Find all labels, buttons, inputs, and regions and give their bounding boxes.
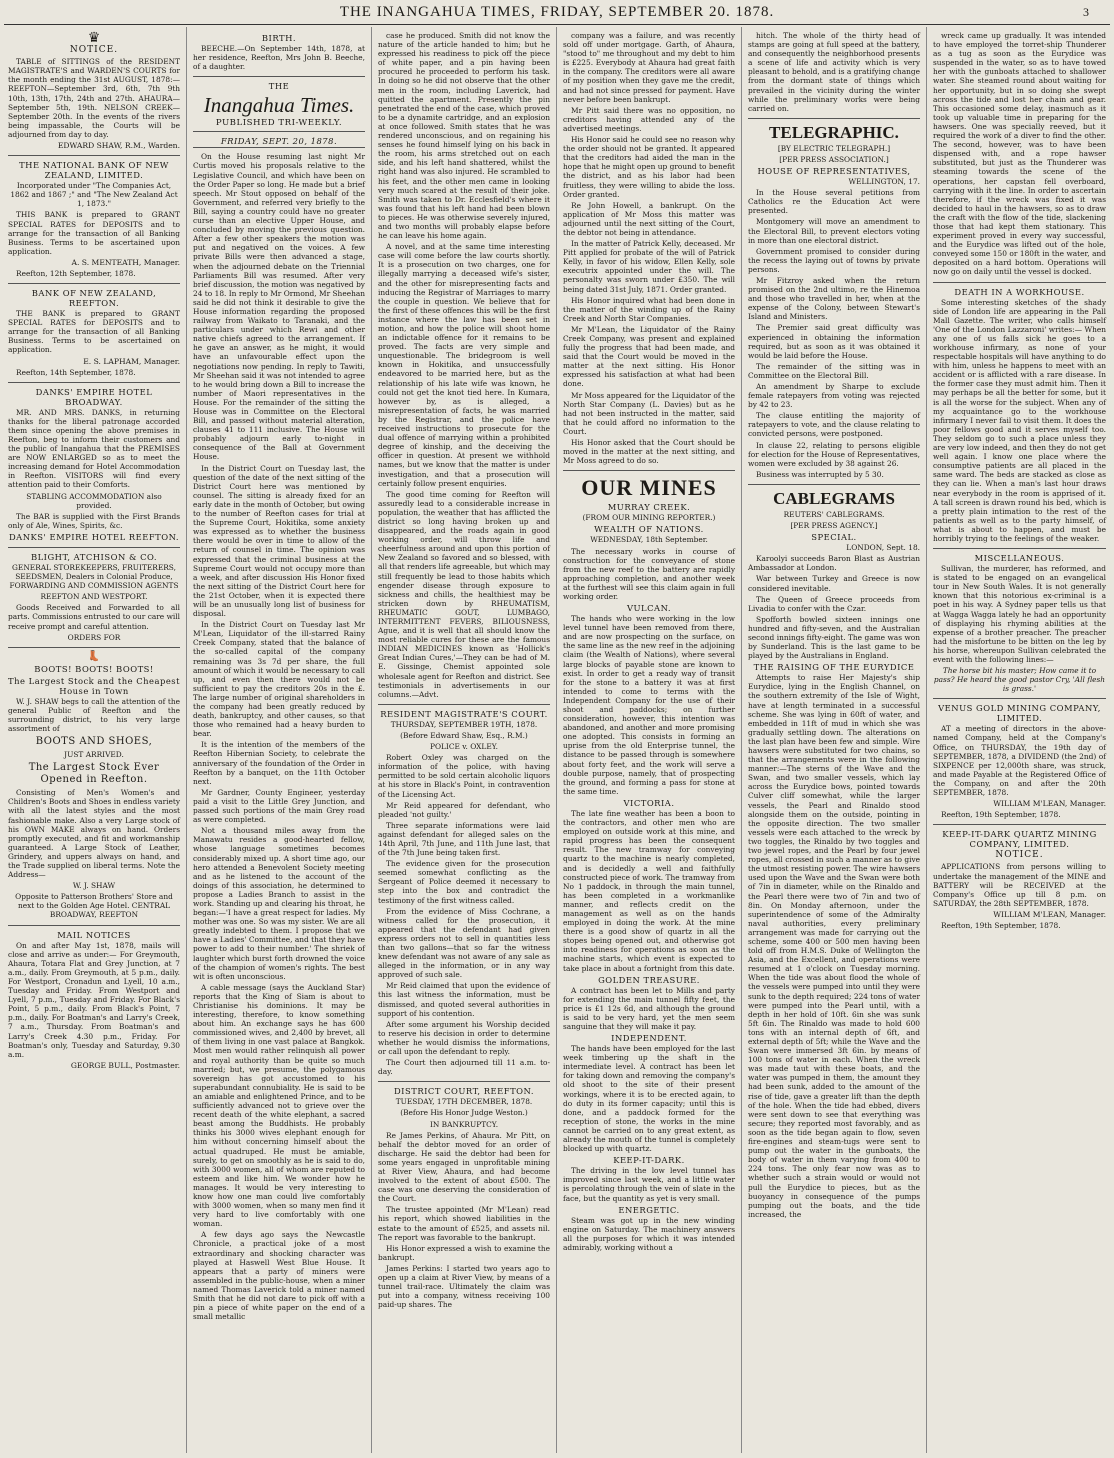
venus-date: Reefton, 19th September, 1878. xyxy=(941,810,1061,820)
workhouse-title: DEATH IN A WORKHOUSE. xyxy=(954,286,1085,297)
boots-arrived: JUST ARRIVED. xyxy=(64,750,124,760)
keep-it-dark-notice: NOTICE. xyxy=(995,850,1044,861)
leader-cont-2: A novel, and at the same time interesting case will come before the law courts shortly. It is a prosecution on two charges, one for illegally marrying a deceased wife's sister, and the other for misrepresenting facts and inducing the Registrar of Marriages to marry the couple in question. We believe that for the first of these offences this will be the first instance where the law has been set in motion, and how the police will shoot home an indictable offence for it remains to be proved. The facts are very simple and unquestionable. The bridegroom is well known in Hokitika, and unsuccessfully endeavored to be married here, but as the relationship of his late wife was known, he could not get the knot tied here. In Kumara, however by, as is alleged, a misrepresentation of facts, he was married by the Registrar, and the police have received instructions to prosecute for the dual offence of marrying within a prohibited degree of kinship, and the deceiving the officer in question. At present we withhold names, but we know that the matter is under investigation, and that a prosecution will certainly follow present enquiries. xyxy=(378,242,550,488)
eurydice-cont: wreck came up gradually. It was intended to have employed the torret-ship Thunderer as a tug as soon as the Eurydice was suspended in the water, so as to have towed her with the gunboats attached to shallower water. She steamed round about waiting for her opportunity, but in so doing she swept across the tide and lost her chain and gear. This occasioned some delay, inasmuch as it took up valuable time in preparing for the hawsers. One was specially reeved, but it required the work of a diver to find the other. The second, however, was to have been dispensed with, and a rope hawser substituted, but just as the Thunderer was steaming towards the scene of the operations, her capstan fell overboard, carrying with it the line. In order to ascertain therefore, if the wreck was fixed it was decided to haul in the hawsers, so as to draw the craft with the flow of the tide, slackening those that had kept them stationary. This experiment proved in every way successful, and the Eurydice was lifted out of the hole, conveyed some 150 or 180ft in the water, and deposited on a hard bottom. Operations will now go on daily until the vessel is docked. xyxy=(933,31,1106,277)
misc-title: MISCELLANEOUS. xyxy=(974,553,1065,564)
boots-big: BOOTS AND SHOES, xyxy=(35,736,153,748)
district-court-title: DISTRICT COURT, REEFTON. xyxy=(393,1086,535,1097)
boots-largest: The Largest Stock Ever Opened in Reefton. xyxy=(28,762,160,786)
court-cont-2: Mr Pitt said there was no opposition, no creditors having attended any of the advertised meetings. xyxy=(563,105,735,133)
house-reps-para-9: In clause 22, relating to persons eligible for election for the House of Representatives, women were excluded by 38 against 26. xyxy=(748,440,920,468)
special-para-3: The Queen of Greece proceeds from Livadia to confer with the Czar. xyxy=(748,594,920,613)
telegraphic-by: [BY ELECTRIC TELEGRAPH.] xyxy=(777,143,891,153)
rm-court-title: RESIDENT MAGISTRATE'S COURT. xyxy=(380,708,548,719)
district-court-para-1: Re James Perkins, of Ahaura. Mr Pitt, on behalf the debtor moved for an order of discharge. He said the debtor had been for some years engaged in unprofitable mining at River View, Ahaura, and had become involved to the extent of about £500. The case was one deserving the consideration of the Court. xyxy=(378,1130,550,1204)
special-para-2: War between Turkey and Greece is now considered inevitable. xyxy=(748,574,920,593)
house-reps-para-5: The Premier said great difficulty was experienced in obtaining the information required, but as soon as it was obtained it would be laid before the House. xyxy=(748,323,920,360)
boots-subtitle: The Largest Stock and the Cheapest House in Town xyxy=(8,675,180,696)
boots-detail: Consisting of Men's Women's and Children's Boots and Shoes in endless variety with all the latest styles and the most fashionable make. Also a very Large stock of his OWN MAKE always on hand. Orders promptly executed, and fit and workmanship guaranteed. A Large Stock of Leather, Grindery, and uppers always on hand, and the Trade supplied on liberal terms. Note the Address— xyxy=(8,788,180,880)
keep-it-dark-date: Reefton, 19th September, 1878. xyxy=(941,920,1061,930)
leader-para-2: In the District Court on Tuesday last, the question of the date of the next sitting of the District Court here was mentioned by counsel. The sitting is already fixed for an early date in the month of October, but owing to the number of Reefton cases for trial at the Supreme Court, Hokitika, some anxiety was expressed as to whether the business there would be over in time to allow of the return of counsel in time. The opinion was expressed that the criminal business at the Supreme Court would not occupy more than a week, and after discussion His Honor fixed the next sitting of the District Court here for the 21st October, when it is expected there will be an unusually long list of business for disposal. xyxy=(193,463,365,619)
column-6 xyxy=(927,27,1112,1453)
court-sittings-text: TABLE of SITTINGS of the RESIDENT MAGISTRATE'S and WARDEN'S COURTS for the month ending the 31st AUGUST, 1878:— REEFTON—September 3rd, 6th, 7th 9th 10th, 13th, 17th, 24th and 27th. AHAURA—September 5th, 19th. NELSON CREEK—September 20th. In the events of the rivers being impassable, the Courts will be adjourned from day to day. xyxy=(8,57,180,139)
blight-place: REEFTON AND WESTPORT. xyxy=(40,592,148,602)
blight-text: Goods Received and Forwarded to all parts. Commissions entrusted to our care will receive prompt and careful attention. xyxy=(8,603,180,631)
court-cont-9: His Honor asked that the Court should be moved in the matter at the next sitting, and Mr Moss agreed to do so. xyxy=(563,438,735,466)
workhouse-text: Some interesting sketches of the shady side of London life are appearing in the Pall Mall Gazette. The writer, who calls himself 'One of the London Lazzaroni' writes:— When any one of us falls sick he goes to a workhouse infirmary, as none of your respectable hospitals will have anything to do with him, unless he happens to meet with an accident or is afflicted with a rare disease. In the former case they must admit him. Then it may perhaps be all the better for some, but it is all the worse for the subject. When any of my acquaintance go to the workhouse infirmary I never fail to visit them. It does the poor fellows good and it serves myself too. They seldom go to such a place unless they are very low indeed, and then they do not get well again. I know one place where the consumptive patients are all placed in the same ward. The beds are stacked as close as they can lie. When a man's last hour draws near everybody in the room is apprised of it. A tall screen is drawn round his bed, which is a pretty plain intimation to the rest of the patients as well as to the party himself, of what is about to happen, and must be horribly trying to the feelings of the weaker. xyxy=(933,297,1106,543)
district-court-case: IN BANKRUPTCY. xyxy=(429,1119,499,1129)
column-3 xyxy=(372,27,557,1453)
mail-title: MAIL NOTICES xyxy=(57,929,131,940)
boots-address: Opposite to Patterson Brothers' Store and next to the Golden Age Hotel. CENTRAL BROADWAY, REEFTON xyxy=(15,892,173,920)
eurydice-text: Attempts to raise Her Majesty's ship Eurydice, lying in the English Channel, on the southern extremity of the Isle of Wight, have at length terminated in a successful scheme. She was lying in 60ft of water, and embedded in 11ft of mud in which she was gradually settling down. The alterations on the last plan have been few and simple. Wire hawsers were substituted for two chains, so that the arrangements were in the following manner:—The sterns of the Wave and the Swan, and two smaller vessels, which lay across the Eurydice bows, pointed towards Culver cliff somewhat, while the larger vessels, the Pearl and Rinaldo stood alongside them on the outside, pointing in the opposite direction. The two smaller vessels were each attached to the wreck by two toggles, the Rinaldo by two toggles and two jewel ropes, and the Pearl by four jewel ropes, all crossed in such a manner as to give the utmost resisting power. The wire hawsers used upon the Wave and the Swan were both of 7in in diameter, while on the Rinaldo and the Pearl there were two of 7in and two of 8in. On Monday afternoon, under the superintendence of some of the Admiralty naval authorities, every preliminary arrangement was made for carrying out the scheme, some 400 or 500 men having been told off from H.M.S. Duke of Wellington the Asia, and the Excellent, and operations were resumed at 1 o'clock on Tuesday morning. When the tide was about flood the whole of the vessels were pumped into until they were sunk to the depth required; 224 tons of water were pumped into the Pearl until, with a depth in her hold of 10ft. 6in she was sunk 5ft 6in. The Rinaldo was made to hold 600 tons with an internal depth of 6ft, and external depth of 5ft; while the Wave and the Swan were immersed 3ft 6in. by means of 100 tons of water in each. When the wreck was made taut with these boats, and the water was pumped in them, the amount they had been sunk, added to the amount of the rise of tide, gave a greater lift than the depth of the hole. When the tide had ebbed, divers were sent down to see that everything was secure; they reported most favorably, and as soon as the tide began again to flow, seven fire-engines and steam-tugs were sent to pump out the water in the gunboats, the body of water in them varying from 400 to 224 tons. The only fear now was as to whether such a strain would or would not pull the Eurydice to pieces, but as the buoyancy in consequence of the pumps pumping out the boats, and the tide increased, the xyxy=(748,673,920,1219)
cablegrams-subtitle: REUTERS' CABLEGRAMS. xyxy=(783,509,885,519)
hotel-footer: DANKS' EMPIRE HOTEL REEFTON. xyxy=(8,531,180,542)
misc-verse: The horse bit his master; How came it to pass? He heard the good pastor Cry, 'All flesh is grass.' xyxy=(933,666,1106,694)
rm-court-para-8: The Court then adjourned till 11 a.m. to-day. xyxy=(378,1058,550,1077)
our-mines-title: OUR MINES xyxy=(581,475,717,501)
court-cont-7: Mr M'Lean, the Liquidator of the Rainy Creek Company, was present and explained fully the progress that had been made, and said that the Court would be moved in the matter at the next sitting. His Honor expressed his satisfaction at what had been done. xyxy=(563,324,735,389)
district-court-before: (Before His Honor Judge Weston.) xyxy=(400,1108,528,1118)
venus-text: AT a meeting of directors in the above-named Company, held at the Company's Office, on THURSDAY, the 19th day of SEPTEMBER, 1878, a DIVIDEND (the 2nd) of SIXPENCE per 12,000th share, was struck, and made Payable at the Registered Office of the Company, on and after the 20th SEPTEMBER, 1878. xyxy=(933,724,1106,798)
masthead-title: THE INANGAHUA TIMES, FRIDAY, SEPTEMBER 20. 1878. xyxy=(339,3,775,20)
district-court-para-3: His Honor expressed a wish to examine the bankrupt. xyxy=(378,1243,550,1262)
rm-court-para-7: After some argument his Worship decided to reserve his decision in order to determine whether he would dismiss the informations, or call upon the defendant to reply. xyxy=(378,1019,550,1057)
birth-heading: BIRTH. xyxy=(261,33,297,43)
newspaper-columns xyxy=(2,27,1112,1453)
blight-title: BLIGHT, ATCHISON & CO. xyxy=(30,551,158,562)
eurydice-title: THE RAISING OF THE EURYDICE xyxy=(753,662,915,673)
court-cont-5: In the matter of Patrick Kelly, deceased. Mr Pitt applied for probate of the will of Patrick Kelly, in favor of his widow, Ellen Kelly, sole executrix appointed under the will. The personalty was sworn under £350. The will being dated 31st July, 1871. Order granted. xyxy=(563,239,735,294)
rm-court-para-3: Three separate informations were laid against defendant for alleged sales on the 14th April, 7th June, and 11th June last, that of the 7th June being taken first. xyxy=(378,820,550,858)
independent-title: INDEPENDENT. xyxy=(611,1033,687,1044)
special-date: LONDON, Sept. 18. xyxy=(846,543,920,553)
leader-para-1: On the House resuming last night Mr Curtis moved his proposals relative to the Legislative Council, and which have been on the Order Paper so long. He made but a brief speech. Mr Stout opposed on behalf of the Government, and referred very briefly to the Bill, saying a country could have no greater curse than an elective Upper House, and concluded by moving the previous question. After a few other speakers the motion was put and negatived on the voices. A few private Bills were then advanced a stage, when the adjourned debate on the Triennial Parliaments Bill was resumed. After very brief discussion, the motion was negatived by 24 to 18. In reply to Mr Ormond, Mr Sheehan said he did not think it desirable to give the House information regarding the proposed railway from Waikato to Taranaki, and the particulars under which Rewi and other native chiefs agreed to the arrangement. If he gave an answer, as he might, it would have an unfavourable effect upon the negotiations now pending. In reply to Tawiti, Mr Sheehan said it was not intended to agree to he would bring down a Bill to increase the number of Maori representatives in the House. For the remainder of the sitting the House was in Committee on the Electoral Bill, and passed without material alteration, clauses 41 to 111 inclusive. The House will probably adjourn early to-night in consequence of the Ball at Government House. xyxy=(193,152,365,462)
golden-treasure-title: GOLDEN TREASURE. xyxy=(598,974,700,985)
house-reps-para-7: An amendment by Sharpe to exclude female ratepayers from voting was rejected by 42 to 23. xyxy=(748,382,920,410)
blight-subtitle: GENERAL STOREKEEPERS, FRUITERERS, SEEDSMEN, Dealers in Colonial Produce, FORWARDING AND COMMISSION AGENTS xyxy=(9,562,179,591)
court-cont-4: Re John Howell, a bankrupt. On the application of Mr Moss this matter was adjourned until the next sitting of the Court, the debtor not being in attendance. xyxy=(563,200,735,237)
paper-the: THE xyxy=(268,81,290,92)
rm-court-para-1: Robert Oxley was charged on the information of the police, with having permitted to be sold certain alcoholic liquors at his store in Black's Point, in contravention of the Licensing Act. xyxy=(378,753,550,799)
our-mines-from: (FROM OUR MINING REPORTER.) xyxy=(582,513,716,523)
house-reps-para-10: Business was interrupted by 5 30. xyxy=(756,469,884,479)
royal-crest-icon: ♛ xyxy=(87,30,101,46)
victoria-title: VICTORIA. xyxy=(623,797,675,808)
cablegrams-agency: [PER PRESS AGENCY.] xyxy=(790,521,878,531)
mail-signature: GEORGE BULL, Postmaster. xyxy=(70,1060,180,1070)
keep-it-dark-signature: WILLIAM M'LEAN, Manager. xyxy=(993,909,1106,919)
bank-nz-title: BANK OF NEW ZEALAND, REEFTON. xyxy=(31,288,157,309)
rm-court-case: POLICE v. OXLEY. xyxy=(429,742,499,752)
cablegrams-title: CABLEGRAMS xyxy=(773,488,895,508)
rm-court-before: (Before Edward Shaw, Esq., R.M.) xyxy=(400,730,528,740)
hotel-bar: The BAR is supplied with the First Brands only of Ale, Wines, Spirits, &c. xyxy=(8,511,180,530)
won-title: WEALTH OF NATIONS. xyxy=(594,524,704,535)
column-4 xyxy=(557,27,742,1453)
leader-cont-1: case he produced. Smith did not know the nature of the article handed to him; but he expressed his readiness to pick off the piece of white paper, and a pin having been procured he proceeded to perform his task. In doing so he did not observe that the other men in the room, including Laverick, had quitted the apartment. Presently the pin penetrated the end of the case, which proved to be a dynamite cartridge, and an explosion at once followed. Smith states that he was rendered unconscious, and on regaining his senses he found himself lying on his back in the room, his arms stretched out on each side, and his left hand shattered, whilst the right hand was also injured. He scrambled to his feet, and the other men came in looking very much scared at the result of their joke. Smith was taken to Dr. Ecclesfield's where it was found that his left hand had been blown to pieces. He was otherwise severely injured, and two months will probably elapse before he can leave his home again. xyxy=(378,31,550,241)
court-cont-6: His Honor inquired what had been done in the matter of the winding up of the Rainy Creek and North Star Companies. xyxy=(563,295,735,323)
rm-court-para-6: Mr Reid claimed that upon the evidence of this last witness the information, must be dismissed, and quoted several authorities in support of his contention. xyxy=(378,981,550,1018)
keep-it-dark-company-title: KEEP-IT-DARK QUARTZ MINING COMPANY, LIMITED. xyxy=(942,829,1097,850)
house-reps-para-8: The clause entitling the majority of ratepayers to vote, and the clause relating to convicted persons, were postponed. xyxy=(748,411,920,439)
house-reps-para-6: The remainder of the sitting was in Committee on the Electoral Bill. xyxy=(748,361,920,380)
leader-para-6: Not a thousand miles away from the Manawatu resides a good-hearted fellow, whose language sometimes becomes considerably mixed up. A short time ago, our hero attended a Benevolent Society meeting and as he listened to the account of the doings of this association, he determined to propose a Ladies Branch to assist in the work. Standing up and clearing his throat, he began:—'I have a great respect for ladies. My mother was one. So was my sister. We are all greatly indebted to them. I propose that we have a Ladies' Committee, and that they have power to add to their number.' The shriek of laughter which burst forth drowned the voice of the champion of women's rights. The best wit is often unconscious. xyxy=(193,826,365,981)
energetic-text: Steam was got up in the new winding engine on Saturday. The machinery answers all the purposes for which it was intended admirably, working without a xyxy=(563,1215,735,1252)
birth-text: BEECHE.—On September 14th, 1878, at her residence, Reefton, Mrs John B. Beeche, of a daughter. xyxy=(193,44,365,72)
paper-date: FRIDAY, SEPT. 20, 1878. xyxy=(220,136,338,147)
district-court-para-2: The trustee appointed (Mr M'Lean) read his report, which showed liabilities in the estate to the amount of £525, and assets nil. The report was favorable to the bankrupt. xyxy=(378,1205,550,1242)
vulcan-title: VULCAN. xyxy=(626,603,672,614)
hotel-text: MR. AND MRS. DANKS, in returning thanks for the liberal patronage accorded them since opening the above premises in Reefton, beg to inform their customers and the public of Inangahua that the PREMISES are NOW ENLARGED so as to meet the increasing demand for Hotel Accommodation in Reefton. VISITORS will find every attention paid to their Comforts. xyxy=(8,407,180,490)
victoria-text: The late fine weather has been a boon to the contractors, and other men who are employed on outside work at this mine, and rapid progress has been the consequent result. The new tramway for conveying quartz to the machine is nearly completed, and is decidedly a well and faithfully constructed piece of work. The tramway from No 1 paddock, in through the main tunnel, has been completed in a workmanlike manner, and reflects credit on the management as well as on the hands employed in doing the work. At the mine there is a good show of quartz in all the stopes being opened out, and otherwise got into readiness for operations as soon as the machine starts, which event is expected to take place in about a fortnight from this date. xyxy=(563,808,735,973)
bank-nz-text: THE BANK is prepared to GRANT SPECIAL RATES for DEPOSITS and to arrange for the transaction of all Banking Business. Terms to be ascertained on application. xyxy=(8,309,180,355)
leader-cont-3: The good time coming for Reefton will assuredly lead to a considerable increase in population, the weather that has afflicted the district so long having broken up and disappeared, and the roads again in good working order, will throw life and cheerfulness around and upon this portion of New Zealand so favored and so blessed, with all that renders life agreeable, but which may still frequently be lead to those habits which engender disease through exposure to sickness and chills, the healthiest may be stricken down by RHEUMATISM, RHEUMATIC GOUT, LUMBAGO, INTERMITTENT FEVERS, BILIOUSNESS, Ague, and it is well that all should know the most reliable cures for these are the famous INDIAN MEDICINES known as 'Hollick's Great Indian Cures,'—They can be had of M. E. Gissinge, Chemist appointed sole wholesale agent for Reefton and district. See testimonials in advertisements in our columns.—Advt. xyxy=(378,489,550,699)
house-reps-para-1: In the House several petitions from Catholics re the Education Act were presented. xyxy=(748,188,920,216)
boots-text: W. J. SHAW begs to call the attention of the general Public of Reefton and the surrounding district, to his very large assortment of xyxy=(8,696,180,734)
notice-heading: NOTICE. xyxy=(69,45,119,56)
column-5 xyxy=(742,27,927,1453)
district-court-date: TUESDAY, 17TH DECEMBER, 1878. xyxy=(395,1097,533,1107)
column-1 xyxy=(2,27,187,1453)
leader-para-8: A few days ago says the Newcastle Chronicle, a practical joke of a most extraordinary and shocking character was played at Haswell West Blue House. It appears that a party of miners were assembled in the public-house, when a miner named Thomas Laverick told a miner named Smith that he did not dare to pick off with a pin a piece of white paper on the end of a small metallic xyxy=(193,1230,365,1322)
house-reps-date: WELLINGTON, 17. xyxy=(848,177,920,187)
house-reps-title: HOUSE OF REPRESENTATIVES, xyxy=(757,166,911,177)
district-court-para-4: James Perkins: I started two years ago to open up a claim at River View, by means of a tunnel trail-race. Ultimately the claim was put into a company, witness receiving 100 paid-up shares. The xyxy=(378,1263,550,1310)
national-bank-text: THIS BANK is prepared to GRANT SPECIAL RATES for DEPOSITS and to arrange for the transaction of all Banking Business. Terms to be ascertained upon application. xyxy=(8,210,180,256)
court-sittings-signature: EDWARD SHAW, R.M., Warden. xyxy=(57,141,180,151)
misc-text: Sullivan, the murderer, has reformed, and is stated to be engaged on an evangelical tour in New South Wales. It is not generally known that this notorious ex-criminal is a poet in his way. A Sydney paper tells us that at Wagga Wagga lately he had an opportunity of displaying his rhyming abilities at the expense of a brother preacher. The preacher had the misfortune to be bitten on the leg by his horse, whereupon Sullivan celebrated the event with the following lines:— xyxy=(933,564,1106,664)
national-bank-incorporation: Incorporated under "The Companies Act, 1862 and 1867 ;" and "The New Zealand Act 1, 1873." xyxy=(10,181,178,209)
rm-court-para-4: The evidence given for the prosecution seemed somewhat conflicting as the Sergeant of Police deemed it necessary to step into the box and contradict the testimony of the first witness called. xyxy=(378,859,550,905)
venus-signature: WILLIAM M'LEAN, Manager. xyxy=(993,799,1106,809)
our-mines-subtitle: MURRAY CREEK. xyxy=(607,502,691,513)
energetic-title: ENERGETIC. xyxy=(618,1204,680,1215)
won-text: The necessary works in course of construction for the conveyance of stone from the new reef to the battery are rapidly approaching completion, and another week at the furthest will see this claim again in full working order. xyxy=(563,546,735,601)
paper-subtitle: PUBLISHED TRI-WEEKLY. xyxy=(215,118,343,129)
court-cont-1: company was a failure, and was recently sold off under mortgage. Garth, of Ahaura, "stood to" me throughout and my debt to him is £225. Everybody at Ahaura had great faith in the company. The creditors were all aware of my position when they gave me the credit, and had not since pressed for payment. Have never before been bankrupt. xyxy=(563,31,735,104)
energetic-cont: hitch. The whole of the thirty head of stamps are going at full speed at the battery, and consequently the neighborhood presents a scene of life and activity which is very pleasant to behold, and is a gratifying change from the dormant state of things which prevailed in the vicinity during the winter while the preliminary works were being carried on. xyxy=(748,31,920,113)
leader-para-7: A cable message (says the Auckland Star) reports that the King of Siam is about to Christianise his dominions. It may be interesting, therefore, to know something about him. An exchange says he has 600 commissioned wives, and 2,400 by brevet, all of them living in one vast palace at Bangkok. Most men would rather relinquish all power and royal authority than be quite so much married; but, we presume, the polygamous sovereign has got accustomed to his superabundant connubiality. He is said to be an amiable and enlightened Prince, and to be sufficiently advanced not to grieve over the recent death of the white elephant, a sacred beast among the Buddhists. He probably thinks his 3000 wives elephant enough for him without concerning himself about the actual quadruped. He must be amiable, surely, to get on smoothly as he is said to do, with 3000 women, all of whom are reputed to esteem and like him. We wonder how he manages. It would be very interesting to know how one man could live comfortably with 3000 women, when so many men find it very hard to live comfortably with one woman. xyxy=(193,982,365,1229)
keep-it-dark-text: The driving in the low level tunnel has improved since last week, and a little water is percolating through the vein of slate in the face, but the quantity as yet is very small. xyxy=(563,1166,735,1203)
telegraphic-pa: [PER PRESS ASSOCIATION.] xyxy=(779,154,889,164)
boots-signature: W. J. SHAW xyxy=(72,881,116,891)
venus-title: VENUS GOLD MINING COMPANY, LIMITED. xyxy=(938,703,1101,724)
leader-para-4: It is the intention of the members of the Reefton Hibernian Society, to celebrate the anniversary of the foundation of the Order in Reefton by a banquet, on the 11th October next. xyxy=(193,740,365,786)
rm-court-para-2: Mr Reid appeared for defendant, who pleaded 'not guilty.' xyxy=(378,800,550,819)
mail-text: On and after May 1st, 1878, mails will close and arrive as under:— For Greymouth, Ahaura, Totara Flat and Grey Junction, at 7 a.m., daily. From Greymouth, at 5 p.m., daily. For Westport, Cronadun and Lyell, 10 a.m., Tuesday and Friday. From Westport and Lyell, 7 p.m., Tuesday and Friday. For Black's Point, 5 p.m., daily. From Black's Point, 7 p.m., daily. For Boatman's and Larry's Creek, 7 a.m., Thursday. From Boatman's and Larry's Creek 4.30 p.m., Friday. For Boatman's only, Tuesday and Saturday, 9.30 a.m. xyxy=(8,940,180,1059)
bank-nz-date: Reefton, 14th September, 1878. xyxy=(16,367,136,377)
court-cont-3: His Honor said he could see no reason why the order should not be granted. It appeared that the creditors had aided the man in the hope that he might open up ground to benefit the district, and as his labor had been fruitless, they were willing to abide the loss. Order granted. xyxy=(563,135,735,199)
special-para-1: Karoolyi succeeds Baron Blast as Austrian Ambassador at London. xyxy=(748,554,920,573)
national-bank-title: THE NATIONAL BANK OF NEW ZEALAND, LIMITED. xyxy=(19,160,169,181)
blight-orders: ORDERS FOR xyxy=(67,632,121,642)
special-title: SPECIAL. xyxy=(811,532,857,543)
leader-para-5: Mr Gardner, County Engineer, yesterday paid a visit to the Little Grey Junction, and passed such portions of the main Grey road as were completed. xyxy=(193,787,365,825)
keep-it-dark-notice-text: APPLICATIONS from persons willing to undertake the management of the MINE and BATTERY will be RECEIVED at the Company's Office up till 8 p.m. on SATURDAY, the 28th SEPTEMBER, 1878. xyxy=(933,862,1106,908)
rm-court-date: THURSDAY, SEPTEMBER 19TH, 1878. xyxy=(390,719,538,729)
rm-court-para-5: From the evidence of Miss Cochrane, a witness called for the prosecution, it appeared that the defendant had given express orders not to sell in quantities less than two gallons—that so far the witness knew defendant was not aware of any sale as alleged in the information, or in any way approved of such sale. xyxy=(378,906,550,980)
page-number: 3 xyxy=(1083,4,1090,19)
hotel-stabling: STABLING ACCOMMODATION also provided. xyxy=(26,491,162,510)
special-para-4: Spofforth bowled sixteen innings one hundred and fifty-seven, and the Australian second innings fifty-eight. The game was won by Sunderland. This is the last game to be played by the Australians in England. xyxy=(748,614,920,661)
masthead-rule xyxy=(4,24,1110,25)
vulcan-text: The hands who were working in the low level tunnel have been removed from there, and are now prospecting on the surface, on the same line as the new reef in the adjoining claim (the Wealth of Nations), where several large blocks of payable stone are known to exist. In order to get a ready way of transit for the stone to a battery it was at first intended to come to terms with the Independent Company for the use of their shoot and paddocks; on further consideration, however, this intention was abandoned, and another and more promising one adopted. This consists in forming an uprise from the old Enterprise tunnel, the distance to be passed through is somewhere about forty feet, and the work will serve a double purpose, namely, that of prospecting the ground, and forming a pass for stone at the same time. xyxy=(563,614,735,796)
keep-it-dark-title: KEEP-IT-DARK. xyxy=(613,1155,685,1166)
boot-icon: 👢 xyxy=(87,650,101,662)
boots-title: BOOTS! BOOTS! BOOTS! xyxy=(34,663,154,674)
leader-para-3: In the District Court on Tuesday last Mr M'Lean, Liquidator of the ill-starred Rainy Creek Company, stated that the balance of the so-called capital of the company remaining was 3s 7d per share, the full amount of which it would be necessary to call up, and even then there would not be sufficient to pay the creditors 20s in the £. The large number of original shareholders in the company had been greatly reduced by death, bankruptcy, and other causes, so that those who remained had a heavy burden to bear. xyxy=(193,620,365,739)
national-bank-date: Reefton, 12th September, 1878. xyxy=(16,268,136,278)
court-cont-8: Mr Moss appeared for the Liquidator of the North Star Company (L. Davies) but as he had not been instructed in the matter, said that he could afford no information to the Court. xyxy=(563,390,735,436)
house-reps-para-2: Montgomery will move an amendment to the Electoral Bill, to prevent electors voting in more than one electoral district. xyxy=(748,217,920,245)
house-reps-para-3: Government promised to consider during the recess the laying out of towns by private persons. xyxy=(748,246,920,274)
national-bank-signature: A. S. MENTEATH, Manager. xyxy=(71,257,180,267)
bank-nz-signature: E. S. LAPHAM, Manager. xyxy=(83,356,180,366)
masthead xyxy=(0,0,1114,24)
paper-title: Inangahua Times. xyxy=(203,93,355,118)
house-reps-para-4: Mr Fitzroy asked when the return promised on the 2nd ultimo, re the Hinemoa and those who travelled in her, when at the expense of the Colony, between Stewart's Island and Ministers. xyxy=(748,275,920,322)
won-date: WEDNESDAY, 18th September. xyxy=(590,535,708,545)
hotel-title: DANKS' EMPIRE HOTEL BROADWAY. xyxy=(35,386,153,407)
golden-treasure-text: A contract has been let to Mills and party for extending the main tunnel fifty feet, the price is £1 12s 6d, and although the ground is said to be very hard, yet the men seem sanguine that they will make it pay. xyxy=(563,985,735,1031)
telegraphic-title: TELEGRAPHIC. xyxy=(769,122,899,142)
column-2 xyxy=(187,27,372,1453)
independent-text: The hands have been employed for the last week timbering up the shaft in the intermediate level. A contract has been let for taking down and removing the company's old shoot to the site of their present workings, where it is to be erected again, to do duty in its former capacity; until this is done, and a paddock formed for the reception of stone, the works in the mine cannot be carried on to any great extent, as already the mouth of the tunnel is completely blocked up with quartz. xyxy=(563,1044,735,1154)
